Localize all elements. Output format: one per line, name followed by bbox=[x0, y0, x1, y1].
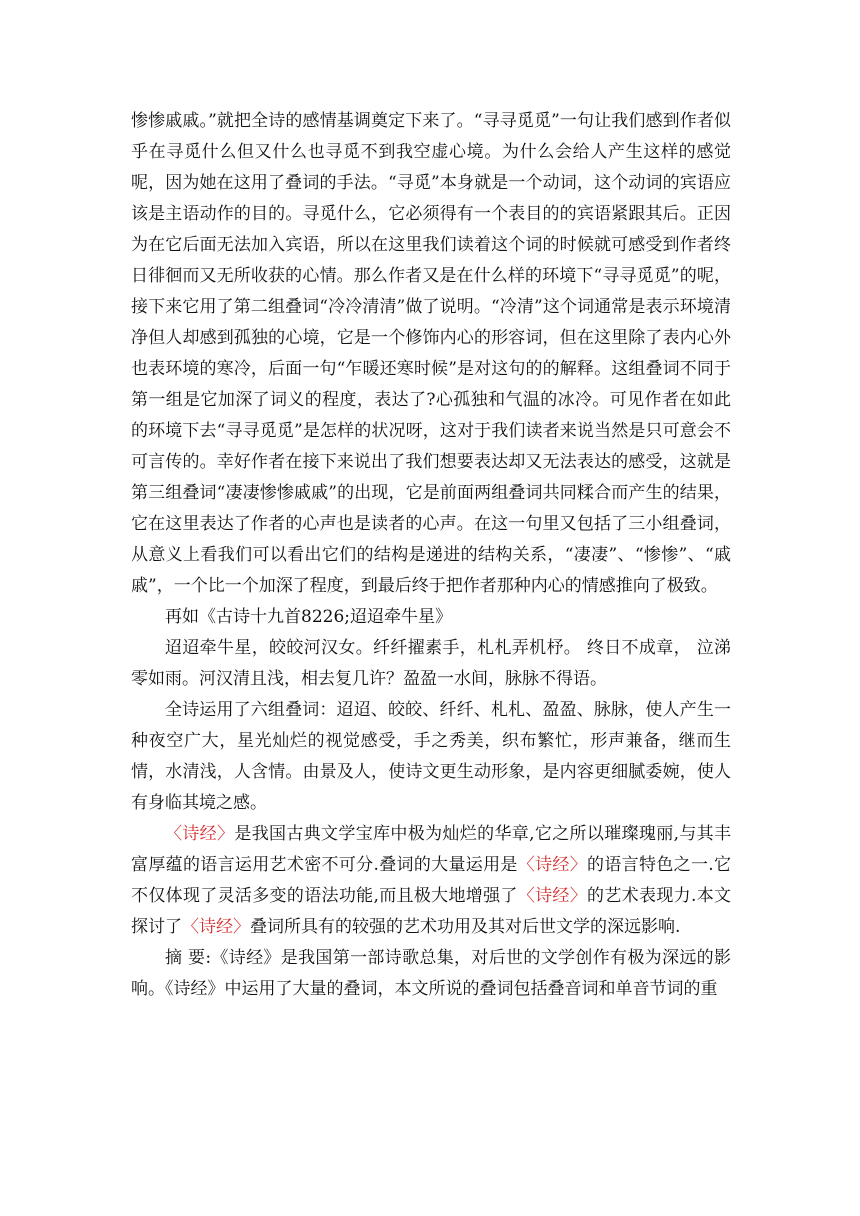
paragraph-text: 叠词所具有的较强的艺术功用及其对后世文学的深远影响. bbox=[250, 917, 681, 937]
paragraph-abstract bbox=[131, 943, 731, 1005]
paragraph-text: 全诗运用了六组叠词：迢迢、皎皎、纤纤、札札、盈盈、脉脉，使人产生一种夜空广大，星光灿烂的视觉感受，手之秀美，织布繁忙，形声兼备，继而生情，水清浅，人含情。由景及人，使诗文更生动形象，是内容更细腻委婉，使人有身临其境之感。 bbox=[131, 700, 731, 813]
paragraph-shijing-overview bbox=[131, 819, 731, 943]
paragraph-poem-intro bbox=[131, 602, 731, 633]
paragraph-text: 的艺术表现力.本文探讨了 bbox=[131, 886, 732, 937]
paragraph-poem-text bbox=[131, 633, 731, 695]
paragraph-text: 再如《古诗十九首8226;迢迢牵牛星》 bbox=[165, 607, 452, 627]
shijing-title-highlight: 〈诗经〉 bbox=[165, 824, 235, 844]
paragraph-poem-analysis bbox=[131, 695, 731, 819]
paragraph-text: 惨惨戚戚。”就把全诗的感情基调奠定下来了。“寻寻觅觅”一句让我们感到作者似乎在寻觅什么但又什么也寻觅不到我空虚心境。为什么会给人产生这样的感觉呢，因为她在这用了叠词的手法。“寻觅”本身就是一个动词，这个动词的宾语应该是主语动作的目的。寻觅什么，它必须得有一个表目的的宾语紧跟其后。正因为在它后面无法加入宾语，所以在这里我们读着这个词的时候就可感受到作者终日徘徊而又无所收获的心情。那么作者又是在什么样的环境下“寻寻觅觅”的呢，接下来它用了第二组叠词“冷冷清清”做了说明。“冷清”这个词通常是表示环境清净但人却感到孤独的心境，它是一个修饰内心的形容词，但在这里除了表内心外也表环境的寒冷，后面一句“乍暖还寒时候”是对这句的的解释。这组叠词不同于第一组是它加深了词义的程度，表达了?心孤独和气温的冰冷。可见作者在如此的环境下去“寻寻觅觅”是怎样的状况呀，这对于我们读者来说当然是只可意会不可言传的。幸好作者在接下来说出了我们想要表达却又无法表达的感受，这就是第三组叠词“凄凄惨惨戚戚”的出现，它是前面两组叠词共同糅合而产生的结果，它在这里表达了作者的心声也是读者的心声。在这一句里又包括了三小组叠词，从意义上看我们可以看出它们的结构是递进的结构关系，“凄凄”、“惨惨”、“戚戚”，一个比一个加深了程度，到最后终于把作者那种内心的情感推向了极致。 bbox=[131, 111, 731, 596]
shijing-title-highlight: 〈诗经〉 bbox=[517, 886, 588, 906]
paragraph-text: 迢迢牵牛星，皎皎河汉女。纤纤擢素手，札札弄机杼。 终日不成章， 泣涕零如雨。河汉清且浅，相去复几许？盈盈一水间，脉脉不得语。 bbox=[131, 638, 731, 689]
paragraph-text: 摘 要:《诗经》是我国第一部诗歌总集，对后世的文学创作有极为深远的影响。《诗经》中运用了大量的叠词，本文所说的叠词包括叠音词和单音节词的重 bbox=[131, 948, 731, 999]
paragraph-sheng-sheng-man-analysis bbox=[131, 106, 731, 602]
shijing-title-highlight: 〈诗经〉 bbox=[182, 917, 250, 937]
paragraph-text: 是我国古典文学宝库中极为灿烂的华章,它之所以璀璨瑰丽,与其丰富厚蕴的语言运用艺术密不可分.叠词的大量运用是 bbox=[131, 824, 731, 875]
shijing-title-highlight: 〈诗经〉 bbox=[517, 855, 588, 875]
document-page bbox=[131, 106, 731, 1005]
paragraph-text: 的语言特色之一.它不仅体现了灵活多变的语法功能,而且极大地增强了 bbox=[131, 855, 732, 906]
